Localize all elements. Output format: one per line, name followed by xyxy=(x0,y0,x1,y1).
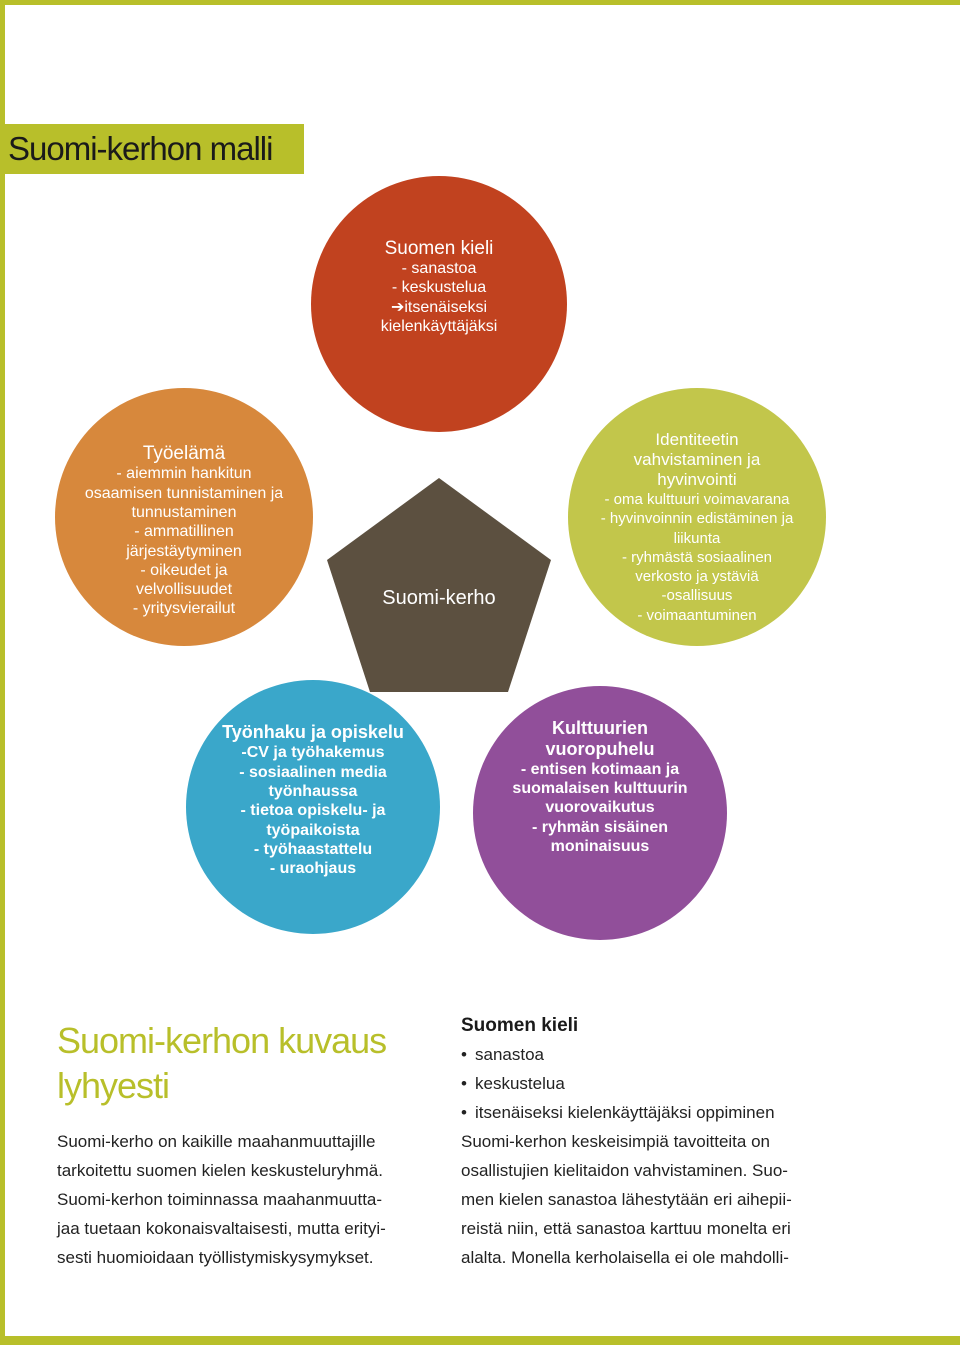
circle-line: tunnustaminen xyxy=(131,503,237,521)
suomen-kieli-section xyxy=(461,1011,841,1272)
circle-line: verkosto ja ystäviä xyxy=(635,568,759,586)
circle-heading: Suomen kieli xyxy=(384,237,494,259)
page-title-banner xyxy=(4,124,304,174)
circle-kulttuurit xyxy=(473,686,727,940)
body-line: alalta. Monella kerholaisella ei ole mahdolli- xyxy=(461,1248,789,1267)
body-line: jaa tuetaan kokonaisvaltaisesti, mutta erityi- xyxy=(57,1219,386,1238)
body-line: reistä niin, että sanastoa karttuu monelta eri xyxy=(461,1219,791,1238)
circle-line: - oikeudet ja xyxy=(140,561,228,579)
circle-heading: hyvinvointi xyxy=(657,469,737,489)
circle-line: - keskustelua xyxy=(391,279,487,297)
circle-line: - uraohjaus xyxy=(269,860,357,878)
circle-line: työpaikoista xyxy=(266,821,360,839)
circle-line: ➔itsenäiseksi xyxy=(390,298,488,316)
circle-line: - entisen kotimaan ja xyxy=(520,760,680,778)
circle-identiteetti xyxy=(568,388,826,646)
circle-heading: Identiteetin xyxy=(655,429,739,449)
circle-line: järjestäytyminen xyxy=(126,542,242,560)
circle-heading: vahvistaminen ja xyxy=(633,449,761,469)
circle-line: - sanastoa xyxy=(401,259,477,277)
circle-line: - yritysvierailut xyxy=(132,600,236,618)
circle-line: - työhaastattelu xyxy=(253,840,373,858)
description-title-line: Suomi-kerhon kuvaus xyxy=(57,1020,387,1061)
circle-line: vuorovaikutus xyxy=(545,799,655,817)
center-pentagon xyxy=(327,478,551,692)
body-line: Suomi-kerho on kaikille maahanmuuttajille xyxy=(57,1132,376,1151)
circle-line: - ammatillinen xyxy=(134,523,234,541)
description-title xyxy=(57,1018,437,1108)
circle-heading: Työnhaku ja opiskelu xyxy=(222,722,404,743)
circle-line: velvollisuudet xyxy=(135,581,233,599)
page-border-top xyxy=(0,0,960,5)
circle-line: - sosiaalinen media xyxy=(239,763,387,781)
body-line: sesti huomioidaan työllistymiskysymykset. xyxy=(57,1248,374,1267)
body-line: Suomi-kerhon toiminnassa maahanmuutta- xyxy=(57,1190,383,1209)
page-border-left xyxy=(0,0,5,1345)
circle-line: - voimaantuminen xyxy=(637,606,757,624)
center-label: Suomi-kerho xyxy=(382,587,496,609)
body-line: men kielen sanastoa lähestytään eri aihepii- xyxy=(461,1190,792,1209)
circle-line: - hyvinvoinnin edistäminen ja xyxy=(600,510,794,528)
circle-line: työnhaussa xyxy=(268,783,358,801)
circle-line: - ryhmän sisäinen xyxy=(531,818,669,836)
page-title: Suomi-kerhon malli xyxy=(8,130,273,167)
bullet-item: • keskustelua xyxy=(461,1069,841,1098)
circle-line: moninaisuus xyxy=(550,837,650,855)
page-border-bottom xyxy=(0,1336,960,1345)
circle-line: suomalaisen kulttuurin xyxy=(512,780,688,798)
circle-line: - aiemmin hankitun xyxy=(116,465,252,483)
section-heading: Suomen kieli xyxy=(461,1015,579,1036)
circle-heading: vuoropuhelu xyxy=(545,738,655,759)
circle-line: liikunta xyxy=(673,529,721,547)
circle-line: - ryhmästä sosiaalinen xyxy=(621,548,773,566)
circle-tyonhaku xyxy=(186,680,440,934)
circle-line: - oma kulttuuri voimavarana xyxy=(604,490,790,508)
circle-line: osaamisen tunnistaminen ja xyxy=(84,484,284,502)
body-line: osallistujien kielitaidon vahvistaminen. Suo- xyxy=(461,1161,788,1180)
body-line: tarkoitettu suomen kielen keskusteluryhmä. xyxy=(57,1161,383,1180)
circle-heading: Työelämä xyxy=(142,443,226,465)
bullet-item: • itsenäiseksi kielenkäyttäjäksi oppiminen xyxy=(461,1098,841,1127)
circle-suomen-kieli xyxy=(311,176,567,432)
description-title-line: lyhyesti xyxy=(57,1065,170,1106)
body-line: Suomi-kerhon keskeisimpiä tavoitteita on xyxy=(461,1132,770,1151)
bullet-item: • sanastoa xyxy=(461,1040,841,1069)
circle-line: kielenkäyttäjäksi xyxy=(380,317,498,335)
circle-line: - tietoa opiskelu- ja xyxy=(240,802,386,820)
circle-tyoelama xyxy=(55,388,313,646)
description-body xyxy=(57,1127,457,1272)
circle-line: -CV ja työhakemus xyxy=(241,744,385,762)
circle-line: -osallisuus xyxy=(661,587,733,605)
pentagon-shape xyxy=(327,478,551,692)
circle-heading: Kulttuurien xyxy=(551,717,648,738)
